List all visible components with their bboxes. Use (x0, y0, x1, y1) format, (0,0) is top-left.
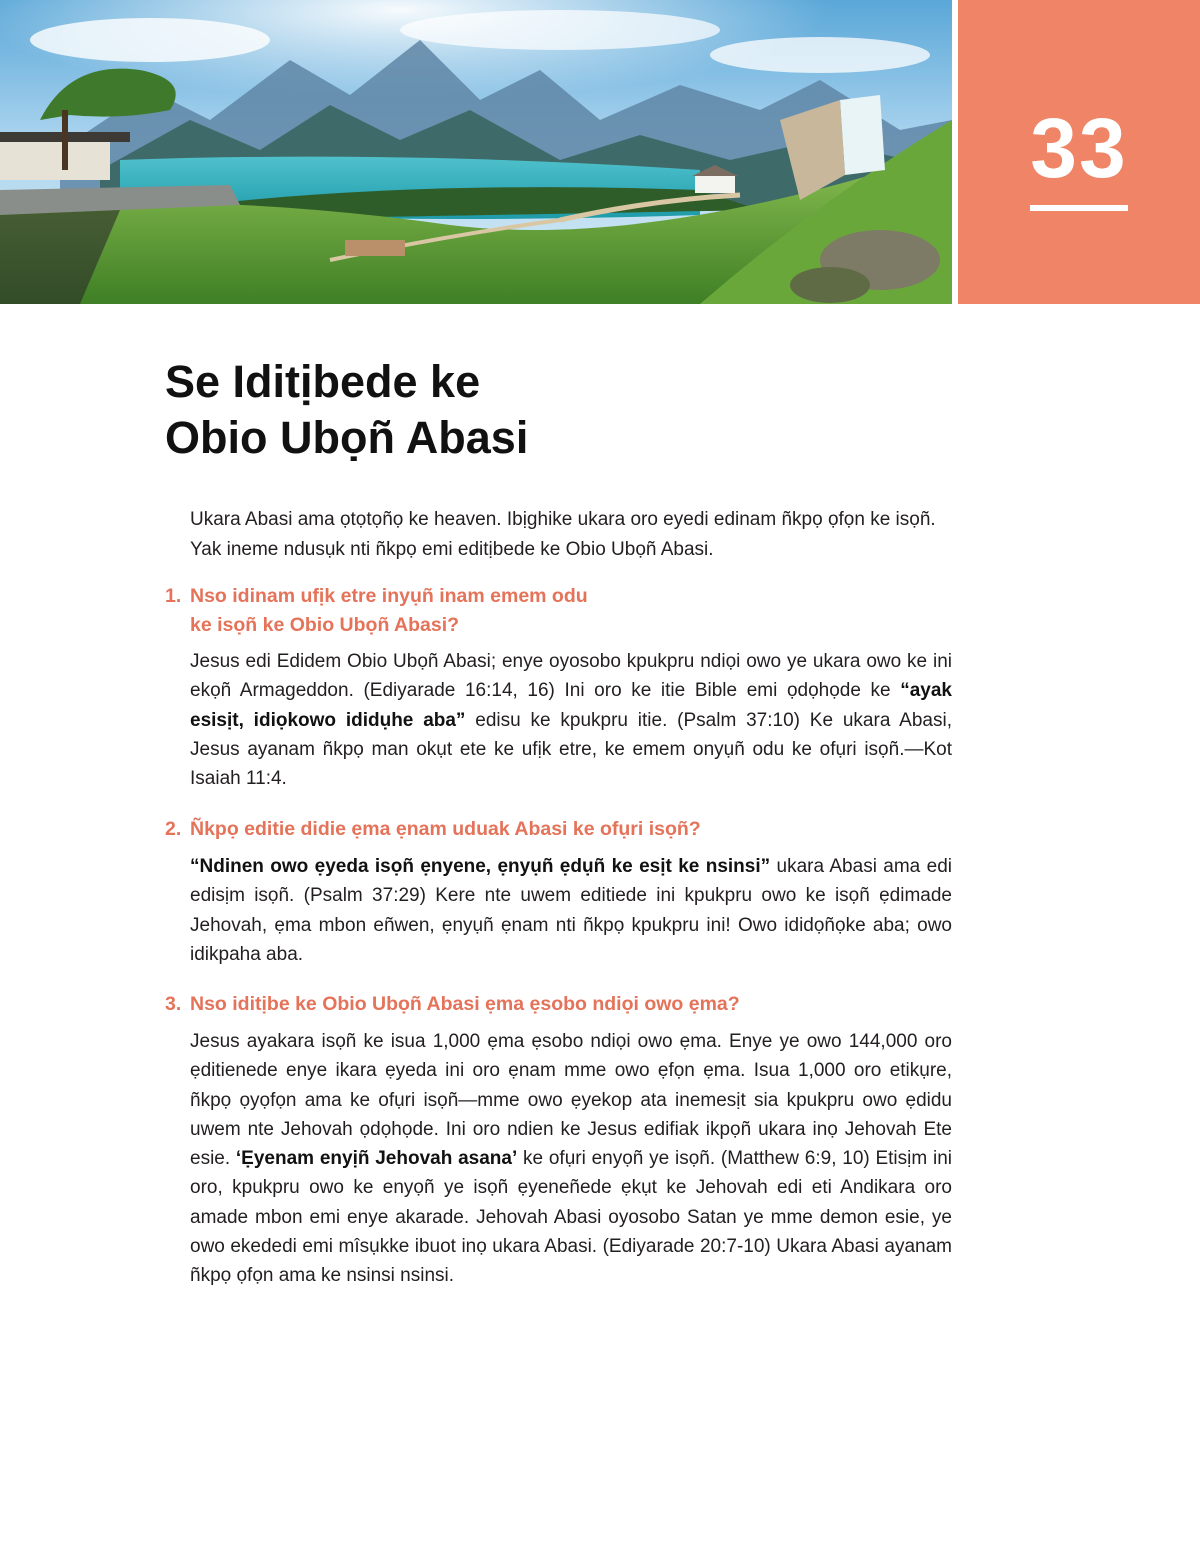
scripture-quote: ‘Ẹyenam enyịñ Jehovah asana’ (235, 1148, 518, 1170)
question-number: 2. (165, 818, 182, 840)
question-number: 1. (165, 585, 182, 607)
answer-text: Jesus edi Edidem Obio Ubọñ Abasi; enye oyosobo kpukpru ndiọi owo ye ukara owo ke ini ekọñ Armageddon. (Ediyarade 16:14, 16) Ini oro ke itie Bible emi ọdọhọde ke (190, 651, 952, 702)
intro-paragraph: Ukara Abasi ama ọtọtọñọ ke heaven. Ibịghike ukara oro eyedi edinam ñkpọ ọfọn ke isọñ. Yak ineme ndusụk nti ñkpọ emi editịbede ke Obio Ubọñ Abasi. (190, 509, 936, 560)
answer-3 (190, 1027, 952, 1291)
answer-1 (190, 647, 952, 793)
answer-text: Jesus ayakara isọñ ke isua 1,000 ẹma ẹsobo ndiọi owo ẹma. Enye ye owo 144,000 oro ẹditienede enye ikara ẹyeda ini oro ẹnam mme owo ẹfọn ẹma. Isua 1,000 oro etikụre, ñkpọ ọyọfọn ama ke ofụri isọñ—mme owo ẹyekop ata inemesịt sia kpukpru owo ẹdidu uwem nte Jehovah ọdọhọde. Ini oro ndien ke Jesus edifiak ikpọñ ukara inọ Jehovah Ete esie. (190, 1031, 952, 1170)
question-text-line2: ke isọñ ke Obio Ubọñ Abasi? (190, 614, 460, 636)
hero-image (0, 0, 952, 304)
chapter-number: 33 (1030, 101, 1128, 195)
question-1 (165, 582, 965, 640)
scripture-quote: “ayak esisịt, idiọkowo ididụhe aba” (190, 680, 952, 731)
question-2 (165, 815, 965, 844)
title-line-2: Obio Ubọñ Abasi (165, 412, 529, 463)
question-text: Ñkpọ editie didie ẹma ẹnam uduak Abasi ke ofụri isọñ? (190, 818, 701, 840)
answer-text: ke ofụri enyọñ ye isọñ. (Matthew 6:9, 10) Etisịm ini oro, kpukpru owo ke enyọñ ye isọñ ẹyeneñede ẹkụt ke Jehovah edi eti Andikara oro amade mbon emi enye akarade. Jehovah Abasi oyosobo Satan ye mme demon esie, ye owo ekededi emi mîsụkke ibuot inọ ukara Abasi. (Ediyarade 20:7-10) Ukara Abasi ayanam ñkpọ ọfọn ama ke nsinsi nsinsi. (190, 1148, 952, 1287)
question-3 (165, 990, 965, 1019)
answer-2 (190, 852, 952, 969)
chapter-rule (1030, 205, 1128, 211)
title-line-1: Se Iditịbede ke (165, 356, 481, 407)
question-number: 3. (165, 993, 182, 1015)
scripture-quote: “Ndinen owo ẹyeda isọñ ẹnyene, ẹnyụñ ẹdụñ ke esịt ke nsinsi” (190, 856, 771, 877)
paradise-landscape-image (0, 0, 952, 304)
question-text: Nso idinam ufịk etre inyụñ inam emem odu (190, 585, 588, 607)
answer-text: edisu ke kpukpru itie. (Psalm 37:10) Ke ukara Abasi, Jesus ayanam ñkpọ man okụt ete ke ufịk etre, ke emem onyụñ odu ke ofụri isọñ.—Kot Isaiah 11:4. (190, 709, 952, 790)
page-title (165, 354, 865, 466)
answer-text: ukara Abasi ama edi edisịm isọñ. (Psalm 37:29) Kere nte uwem editiede ini kpukpru owo ke isọñ ẹdimade Jehovah, ẹma mbon eñwen, ẹnyụñ ẹnam nti ñkpọ kpukpru ini! Owo ididọñọke aba; owo idikpaha aba. (190, 856, 952, 965)
question-text: Nso iditịbe ke Obio Ubọñ Abasi ẹma ẹsobo ndiọi owo ẹma? (190, 993, 740, 1015)
chapter-badge (958, 0, 1200, 304)
